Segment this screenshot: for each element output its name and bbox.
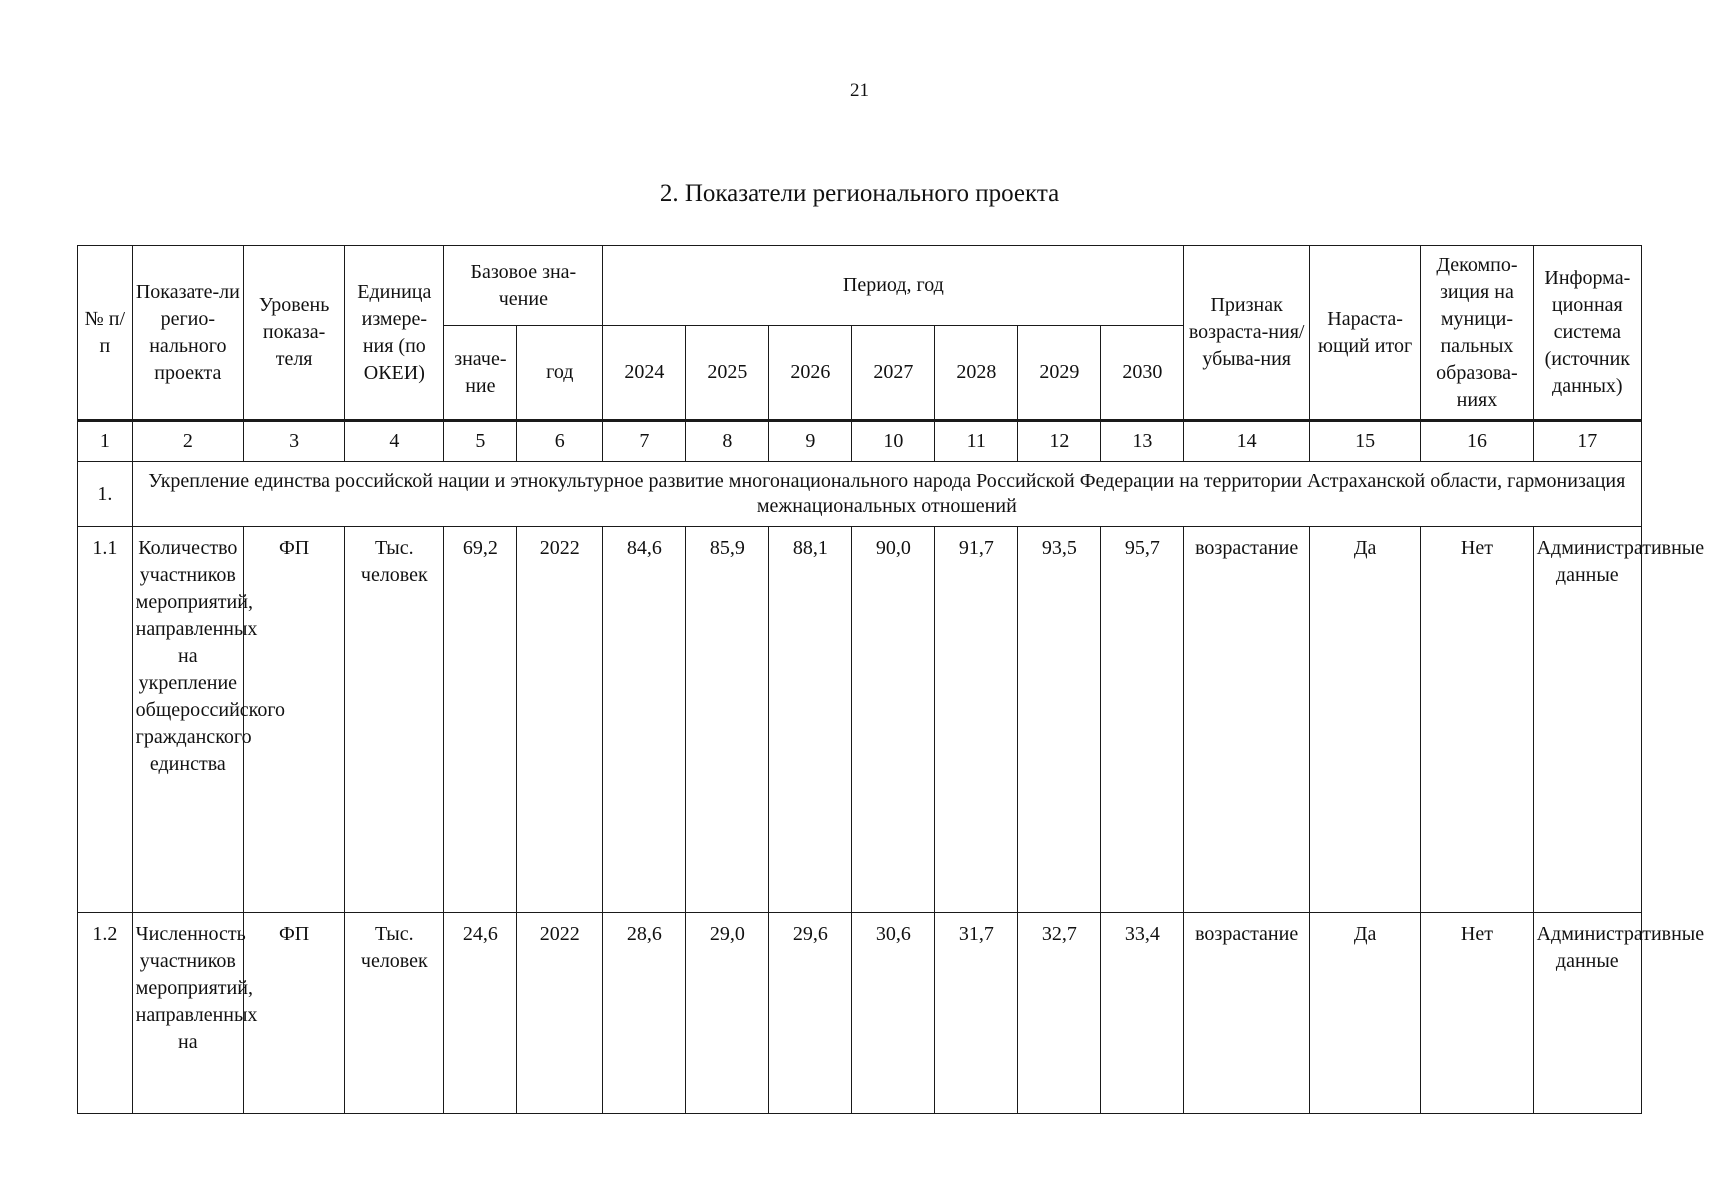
header-period: Период, год: [603, 246, 1184, 326]
year-value: 32,7: [1018, 913, 1101, 1114]
decomposition-flag: Нет: [1421, 913, 1533, 1114]
column-number: 1: [78, 421, 133, 462]
section-row: [78, 462, 1642, 527]
column-number: 13: [1101, 421, 1184, 462]
column-number: 5: [444, 421, 517, 462]
column-number: 12: [1018, 421, 1101, 462]
table-row: [78, 527, 1642, 913]
section-title: 2. Показатели регионального проекта: [659, 180, 1060, 207]
row-number: 1.2: [78, 913, 133, 1114]
year-value: 88,1: [769, 527, 852, 913]
column-number: 15: [1309, 421, 1420, 462]
year-value: 84,6: [603, 527, 686, 913]
indicator-unit: Тыс. человек: [345, 913, 444, 1114]
table-row: [78, 913, 1642, 1114]
header-num: № п/п: [78, 246, 133, 421]
header-year: 2028: [935, 326, 1018, 421]
header-base: Базовое зна-чение: [444, 246, 603, 326]
header-level: Уровень показа-теля: [244, 246, 345, 421]
page-number: 21: [850, 80, 869, 101]
trend-sign: возрастание: [1184, 527, 1310, 913]
indicator-name: Численность участников мероприятий, направленных на: [132, 913, 243, 1114]
info-system: Административные данные: [1533, 527, 1641, 913]
indicators-table: [77, 245, 1705, 1114]
header-decomposition: Декомпо-зиция на муници-пальных образова-ниях: [1421, 246, 1533, 421]
year-value: 28,6: [603, 913, 686, 1114]
indicator-name: Количество участников мероприятий, направленных на укрепление общероссийского гражданского единства: [132, 527, 243, 913]
year-value: 29,6: [769, 913, 852, 1114]
year-value: 30,6: [852, 913, 935, 1114]
header-row-1: [78, 246, 1642, 326]
column-number: 14: [1184, 421, 1310, 462]
header-year: 2025: [686, 326, 769, 421]
column-number: 3: [244, 421, 345, 462]
year-value: 95,7: [1101, 527, 1184, 913]
column-number: 7: [603, 421, 686, 462]
column-number: 9: [769, 421, 852, 462]
section-number: 1.: [78, 462, 133, 527]
indicator-level: ФП: [244, 913, 345, 1114]
column-number: 8: [686, 421, 769, 462]
base-value: 24,6: [444, 913, 517, 1114]
header-indicator: Показате-ли регио-нального проекта: [132, 246, 243, 421]
year-value: 91,7: [935, 527, 1018, 913]
info-system: Административные данные: [1533, 913, 1641, 1114]
year-value: 85,9: [686, 527, 769, 913]
year-value: 90,0: [852, 527, 935, 913]
header-year: 2030: [1101, 326, 1184, 421]
column-numbers-row: [78, 421, 1642, 462]
column-number: 17: [1533, 421, 1641, 462]
column-number: 4: [345, 421, 444, 462]
column-number: 2: [132, 421, 243, 462]
header-trend: Признак возраста-ния/убыва-ния: [1184, 246, 1310, 421]
header-cumulative: Нараста-ющий итог: [1309, 246, 1420, 421]
row-number: 1.1: [78, 527, 133, 913]
header-year: 2027: [852, 326, 935, 421]
trend-sign: возрастание: [1184, 913, 1310, 1114]
header-year: 2029: [1018, 326, 1101, 421]
cumulative-flag: Да: [1309, 527, 1420, 913]
header-year: 2024: [603, 326, 686, 421]
year-value: 93,5: [1018, 527, 1101, 913]
decomposition-flag: Нет: [1421, 527, 1533, 913]
base-year: 2022: [517, 527, 603, 913]
year-value: 33,4: [1101, 913, 1184, 1114]
column-number: 11: [935, 421, 1018, 462]
section-text: Укрепление единства российской нации и этнокультурное развитие многонационального народа Российской Федерации на территории Астраханской области, гармонизация межнациональных отношений: [132, 462, 1641, 527]
column-number: 10: [852, 421, 935, 462]
header-info-system: Информа-ционная система (источник данных): [1533, 246, 1641, 421]
indicator-unit: Тыс. человек: [345, 527, 444, 913]
year-value: 31,7: [935, 913, 1018, 1114]
indicator-level: ФП: [244, 527, 345, 913]
header-year: 2026: [769, 326, 852, 421]
header-unit: Единица измере-ния (по ОКЕИ): [345, 246, 444, 421]
year-value: 29,0: [686, 913, 769, 1114]
base-year: 2022: [517, 913, 603, 1114]
header-base-year: год: [517, 326, 603, 421]
cumulative-flag: Да: [1309, 913, 1420, 1114]
base-value: 69,2: [444, 527, 517, 913]
column-number: 16: [1421, 421, 1533, 462]
header-base-value: значе-ние: [444, 326, 517, 421]
column-number: 6: [517, 421, 603, 462]
